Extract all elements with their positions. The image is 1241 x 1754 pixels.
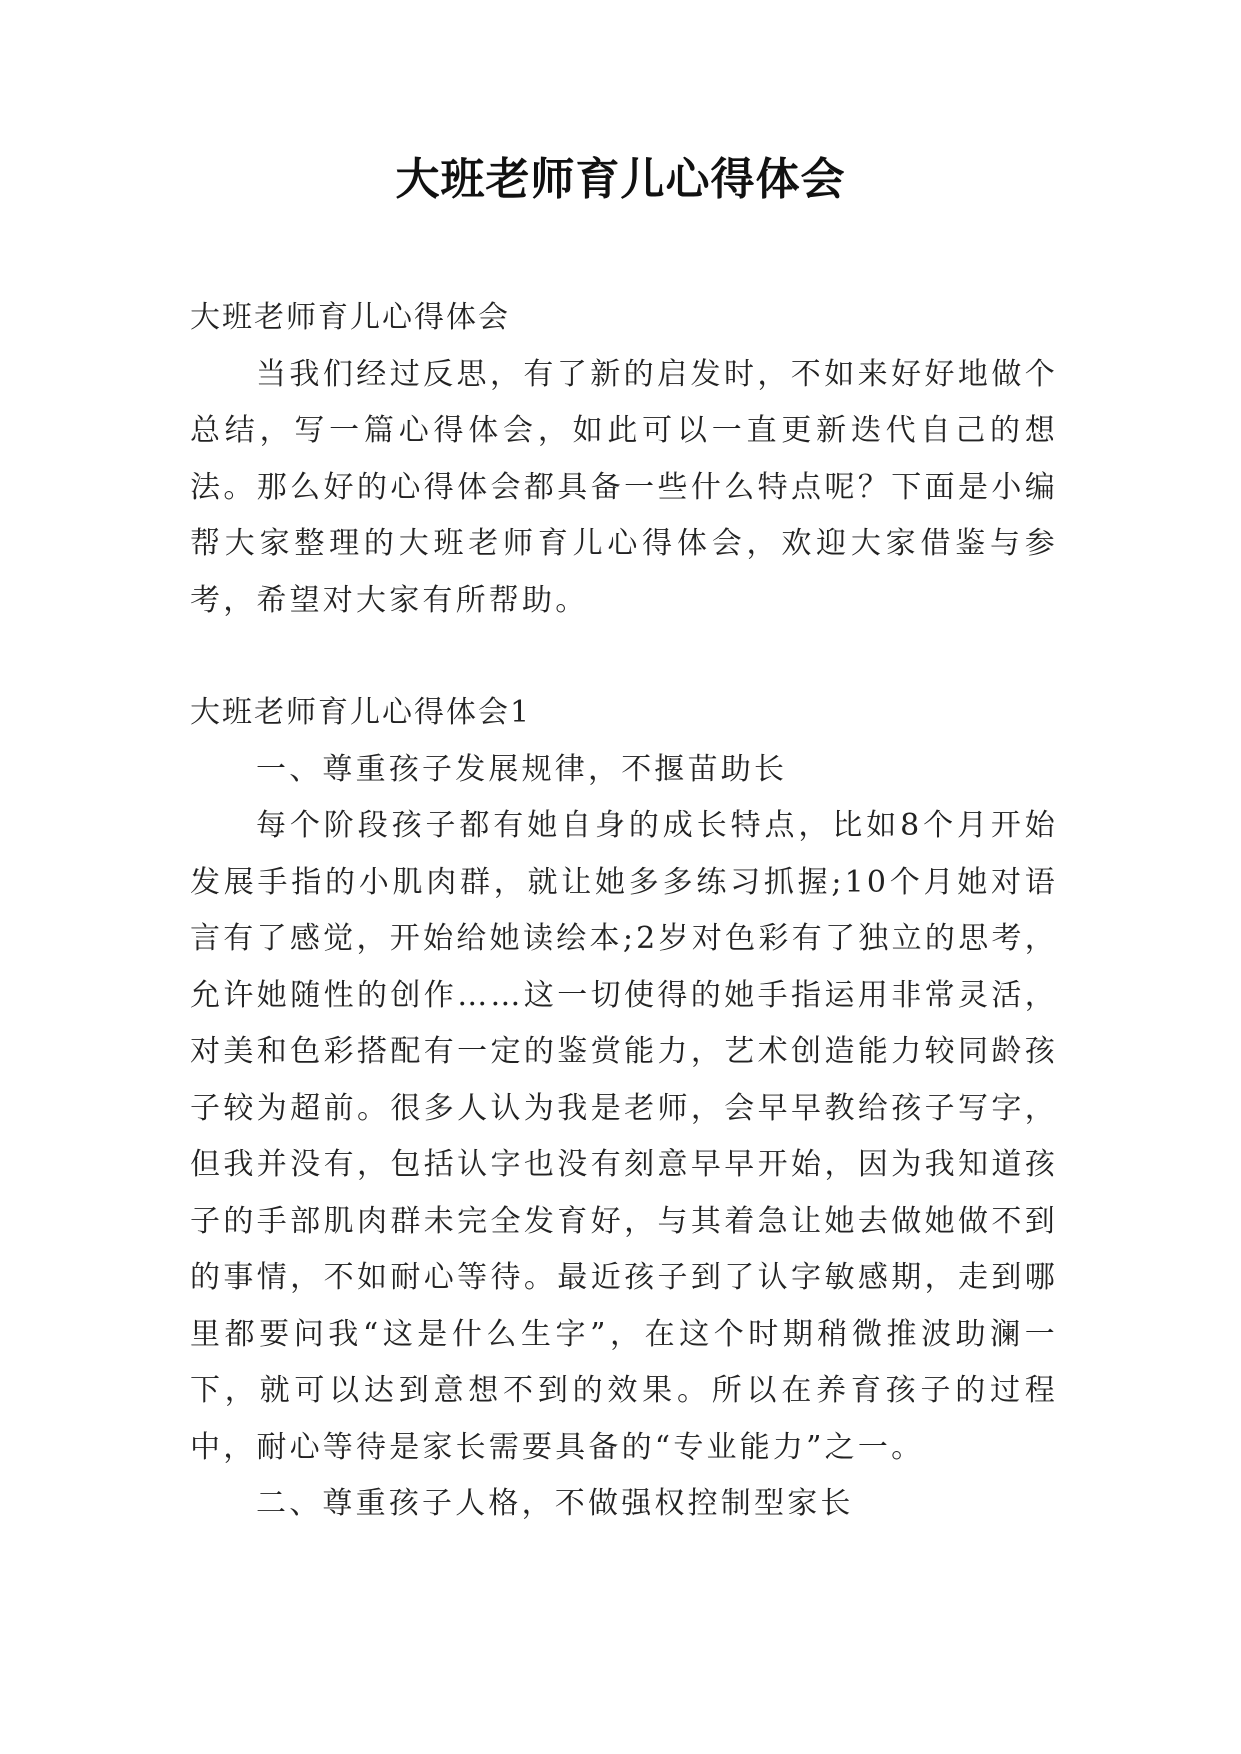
point-heading-2: 二、尊重孩子人格，不做强权控制型家长 xyxy=(256,1486,854,1521)
document-body xyxy=(190,290,1058,1533)
section-heading: 大班老师育儿心得体会1 xyxy=(190,695,532,730)
point-heading-1: 一、尊重孩子发展规律，不揠苗助长 xyxy=(256,751,788,787)
intro-paragraph: 当我们经过反思，有了新的启发时，不如来好好地做个总结，写一篇心得体会，如此可以一直更新迭代自己的想法。那么好的心得体会都具备一些什么特点呢？下面是小编帮大家整理的大班老师育儿心得体会，欢迎大家借鉴与参考，希望对大家有所帮助。 xyxy=(190,356,1058,618)
document-subtitle: 大班老师育儿心得体会 xyxy=(190,300,510,335)
point-body-1: 每个阶段孩子都有她自身的成长特点，比如8个月开始发展手指的小肌肉群，就让她多多练习抓握;10个月她对语言有了感觉，开始给她读绘本;2岁对色彩有了独立的思考，允许她随性的创作……这一切使得的她手指运用非常灵活，对美和色彩搭配有一定的鉴赏能力，艺术创造能力较同龄孩子较为超前。很多人认为我是老师，会早早教给孩子写字，但我并没有，包括认字也没有刻意早早开始，因为我知道孩子的手部肌肉群未完全发育好，与其着急让她去做她做不到的事情，不如耐心等待。最近孩子到了认字敏感期，走到哪里都要问我“这是什么生字”，在这个时期稍微推波助澜一下，就可以达到意想不到的效果。所以在养育孩子的过程中，耐心等待是家长需要具备的“专业能力”之一。 xyxy=(190,808,1058,1465)
section-spacer xyxy=(190,629,1058,685)
document-title: 大班老师育儿心得体会 xyxy=(395,154,846,205)
